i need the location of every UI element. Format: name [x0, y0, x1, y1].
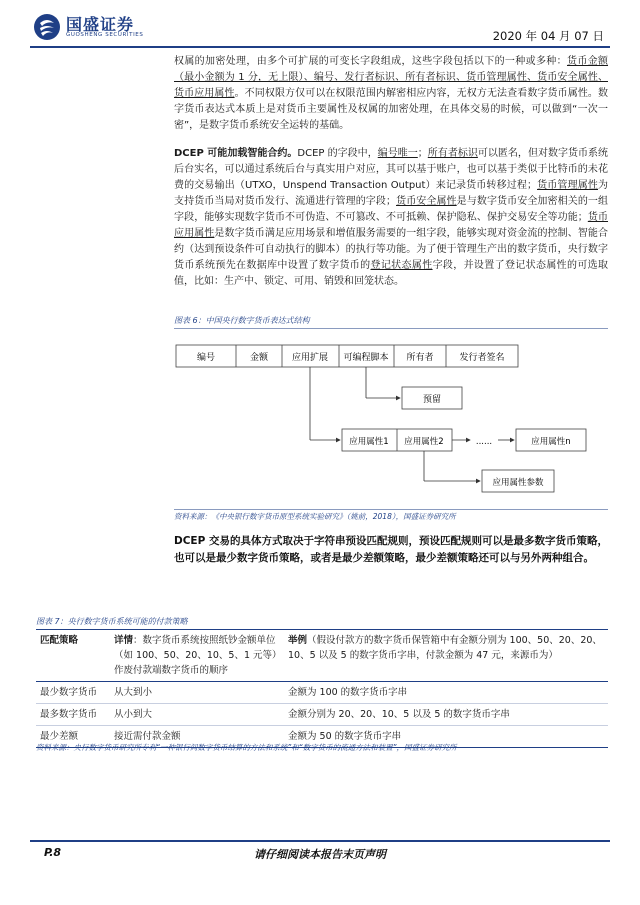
table-source: 资料来源：央行数字货币研究所专利“一种银行间数字货币结算的方法和系统”和“数字货币的流通方法和装置”，国盛证券研究所 — [36, 743, 457, 752]
figure-source: 资料来源：《中央银行数字货币原型系统实验研究》（姚前，2018），国盛证券研究所 — [174, 512, 456, 521]
footer-divider — [30, 840, 610, 842]
field-owner: 所有者 — [406, 353, 434, 363]
underlined-text: 货币金额（最小金额为 1 分，无上限）、编号、发行者标识、所有者标识、货币管理属性、货币安全属性、货币应用属性 — [174, 56, 609, 99]
guosheng-logo-icon — [33, 13, 61, 41]
logo-subtext: GUOSHENG SECURITIES — [66, 32, 144, 38]
table-row — [36, 704, 608, 726]
text-span: 。不同权限方仅可以在权限范围内解密相应内容，无权方无法查看数字货币属性。数字货币表达式本质上是对货币主要属性及权属的加密处理，在具体交易的时候，可以做到“一次一密”，是数字货币系统安全运转的基础。 — [174, 88, 609, 131]
row-detail: 接近需付款金额 — [110, 726, 284, 748]
param-label: 应用属性参数 — [492, 478, 544, 488]
figure-top-rule — [174, 328, 608, 329]
app-attr-2: 应用属性2 — [404, 437, 444, 447]
payment-strategy-table — [36, 629, 608, 748]
row-strategy: 最少差额 — [36, 726, 110, 748]
text-span: 字段，并设置了登记状态属性的可选取值，比如：生产中、锁定、可用、销毁和回笼状态。 — [174, 260, 609, 287]
text-span: 是与数字货币安全加密相关的一组字段，能够实现数字货币不可伪造、不可篡改、不可抵赖、保护隐私、保护交易安全等功能； — [174, 196, 609, 223]
footer-disclaimer: 请仔细阅读本报告末页声明 — [254, 848, 386, 861]
row-example: 金额为 50 的数字货币字串 — [284, 726, 608, 748]
field-issuer-sign: 发行者签名 — [459, 353, 505, 363]
currency-structure-diagram — [174, 335, 608, 507]
table-title: 图表 7：央行数字货币系统可能的付款策略 — [36, 617, 188, 626]
row-example: 金额为 100 的数字货币字串 — [284, 682, 608, 704]
field-app-ext: 应用扩展 — [291, 353, 329, 363]
text-span: 权属的加密处理，由多个可扩展的可变长字段组成，这些字段包括以下的一种或多种： — [174, 56, 567, 67]
row-detail: 从小到大 — [110, 704, 284, 726]
header-example — [284, 630, 608, 682]
reserve-node — [366, 367, 462, 409]
header-strategy: 匹配策略 — [36, 630, 110, 682]
reserve-label: 预留 — [422, 395, 442, 405]
header-divider — [30, 46, 610, 48]
header-example-text: （假设付款方的数字货币保管箱中有金额分别为 100、50、20、20、10、5 以及 5 的数字货币字串，付款金额为 47 元，来源币为） — [288, 635, 602, 661]
underlined-text: 货币管理属性 — [537, 180, 598, 191]
param-node — [424, 451, 554, 492]
header-example-label: 举例 — [288, 635, 308, 646]
figure-bottom-rule — [174, 509, 608, 510]
text-span: 是数字货币满足应用场景和增值服务需要的一组字段，能够实现对资金流的控制、智能合约（达到预设条件可自动执行的脚本）的执行等功能。为了便于管理生产出的数字货币，央行数字货币系统预先在数据库中设置了数字货币的 — [174, 228, 609, 271]
header-detail-text: ：数字货币系统按照纸钞金额单位（如 100、50、20、10、5、1 元等）作废付款端数字货币的顺序 — [114, 635, 277, 676]
bold-paragraph: DCEP 交易的具体方式取决于字符串预设匹配规则，预设匹配规则可以是最多数字货币策略，也可以是最少数字货币策略，或者是最少差额策略，最少差额策略还可以与另外两种组合。 — [174, 535, 608, 564]
app-attr-ellipsis: ...... — [475, 437, 493, 447]
row-detail: 从大到小 — [110, 682, 284, 704]
underlined-text: 货币应用属性 — [174, 212, 609, 239]
text-span: 为支持货币当局对货币发行、流通进行管理的字段； — [174, 180, 608, 207]
underlined-text: 登记状态属性 — [370, 260, 433, 271]
header-detail — [110, 630, 284, 682]
text-span: 可以匿名，但对数字货币系统后台实名，可以通过系统后台与真实用户对应，其可以基于账户，也可以基于类似于比特币的未花费的交易输出（UTXO，Unspend Transaction Output）来记录货币转移过程； — [174, 148, 609, 191]
body-paragraph-2 — [174, 146, 608, 290]
page-number: P.8 — [44, 846, 62, 859]
header-detail-label: 详情 — [114, 635, 134, 646]
field-amount: 金额 — [249, 353, 269, 363]
top-field-row — [176, 345, 518, 367]
text-span: DCEP 的字段中， — [297, 148, 378, 159]
table-row — [36, 682, 608, 704]
figure-title: 图表 6：中国央行数字货币表达式结构 — [174, 316, 310, 325]
field-script: 可编程脚本 — [343, 353, 389, 363]
report-date: 2020 年 04 月 07 日 — [492, 29, 604, 43]
text-span: ； — [417, 148, 428, 159]
page-header — [0, 0, 640, 50]
underlined-text: 货币安全属性 — [396, 196, 457, 207]
body-paragraph-1 — [174, 54, 608, 134]
row-strategy: 最多数字货币 — [36, 704, 110, 726]
row-strategy: 最少数字货币 — [36, 682, 110, 704]
app-attr-n: 应用属性n — [531, 437, 571, 447]
logo-text: 国盛证券 — [66, 15, 135, 34]
row-example: 金额分别为 20、20、10、5 以及 5 的数字货币字串 — [284, 704, 608, 726]
paragraph-lead: DCEP 可能加载智能合约。 — [174, 148, 298, 159]
underlined-text: 编号唯一 — [377, 148, 418, 159]
field-number: 编号 — [196, 353, 216, 363]
app-attr-1: 应用属性1 — [349, 437, 389, 447]
underlined-text: 所有者标识 — [427, 148, 478, 159]
table-header-row — [36, 630, 608, 682]
